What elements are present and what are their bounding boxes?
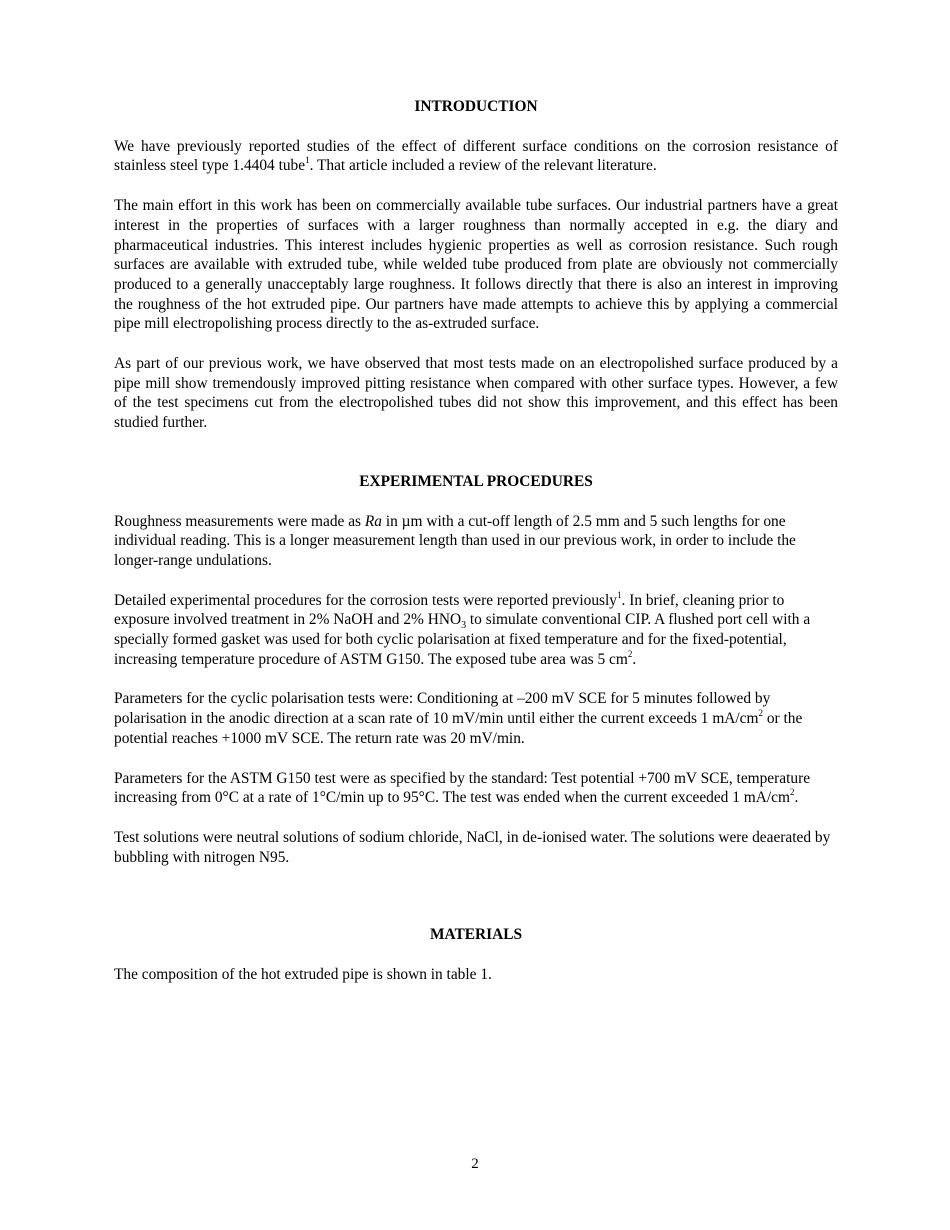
exp-p4-text-a: Parameters for the ASTM G150 test were as specified by the standard: Test potential +700 mV SCE, temperature increasing from 0°C at a rate of 1°C/min up to 95°C. The test was ended when the current exceeded 1 mA/cm bbox=[114, 769, 811, 807]
exp-p3-text-a: Parameters for the cyclic polarisation tests were: Conditioning at –200 mV SCE for 5 minutes followed by polarisation in the anodic direction at a scan rate of 10 mV/min until either the current exceeds 1 mA/cm bbox=[114, 690, 771, 728]
exp-p2-text-b: . In brief, cleaning prior to exposure involved treatment in 2% NaOH and 2% HNO bbox=[114, 591, 785, 629]
materials-heading: MATERIALS bbox=[429, 926, 523, 944]
intro-p1-reference: 1 bbox=[305, 155, 310, 166]
exp-p1-text-b: in µm with a cut-off length of 2.5 mm and 5 such lengths for one individual reading. This is a longer measurement length than used in our previous work, in order to include the longer-range undulations. bbox=[114, 512, 796, 569]
exp-p4-text-b: . bbox=[794, 789, 799, 807]
intro-p1-text-b: . That article included a review of the relevant literature. bbox=[309, 157, 657, 175]
exp-p3-superscript: 2 bbox=[758, 708, 763, 719]
intro-paragraph-1 bbox=[114, 137, 838, 176]
experimental-paragraph-4 bbox=[114, 769, 838, 808]
exp-p2-subscript: 3 bbox=[461, 620, 467, 632]
experimental-paragraph-5: Test solutions were neutral solutions of sodium chloride, NaCl, in de-ionised water. The solutions were deaerated by bubbling with nitrogen N95. bbox=[114, 828, 831, 866]
experimental-paragraph-1 bbox=[114, 512, 838, 571]
experimental-paragraph-3 bbox=[114, 689, 838, 748]
exp-p1-ra-symbol: Ra bbox=[364, 512, 382, 530]
intro-paragraph-2: The main effort in this work has been on commercially available tube surfaces. Our industrial partners have a great interest in the properties of surfaces with a larger roughness than normally accepted in e.g. the diary and pharmaceutical industries. This interest includes hygienic properties as well as corrosion resistance. Such rough surfaces are available with extruded tube, while welded tube produced from plate are obviously not commercially produced to a generally unacceptably large roughness. It follows directly that there is also an interest in improving the roughness of the hot extruded pipe. Our partners have made attempts to achieve this by applying a commercial pipe mill electropolishing process directly to the as-extruded surface. bbox=[114, 197, 838, 333]
intro-paragraph-3: As part of our previous work, we have observed that most tests made on an electropolished surface produced by a pipe mill show tremendously improved pitting resistance when compared with other surface types. However, a few of the test specimens cut from the electropolished tubes did not show this improvement, and this effect has been studied further. bbox=[114, 355, 838, 432]
introduction-heading: INTRODUCTION bbox=[414, 98, 538, 115]
materials-paragraph-1: The composition of the hot extruded pipe is shown in table 1. bbox=[114, 966, 492, 984]
experimental-procedures-heading: EXPERIMENTAL PROCEDURES bbox=[359, 472, 593, 490]
exp-p2-text-d: . bbox=[632, 650, 637, 668]
experimental-paragraph-2 bbox=[114, 591, 838, 670]
page-body bbox=[114, 97, 838, 985]
exp-p2-text-a: Detailed experimental procedures for the corrosion tests were reported previously bbox=[114, 591, 617, 609]
exp-p2-superscript: 2 bbox=[627, 648, 633, 659]
exp-p2-reference: 1 bbox=[617, 589, 622, 600]
page-number: 2 bbox=[471, 1156, 479, 1172]
exp-p2-text-c: to simulate conventional CIP. A flushed port cell with a specially formed gasket was used for both cyclic polarisation at fixed temperature and for the fixed-potential, increasing temperature procedure of ASTM G150. The exposed tube area was 5 cm bbox=[114, 611, 811, 668]
intro-p1-text-a: We have previously reported studies of the effect of different surface conditions on the corrosion resistance of stainless steel type 1.4404 tube bbox=[114, 137, 838, 175]
exp-p4-superscript: 2 bbox=[789, 787, 795, 798]
exp-p1-text-a: Roughness measurements were made as bbox=[114, 512, 365, 530]
exp-p3-text-b: or the potential reaches +1000 mV SCE. The return rate was 20 mV/min. bbox=[114, 710, 803, 747]
